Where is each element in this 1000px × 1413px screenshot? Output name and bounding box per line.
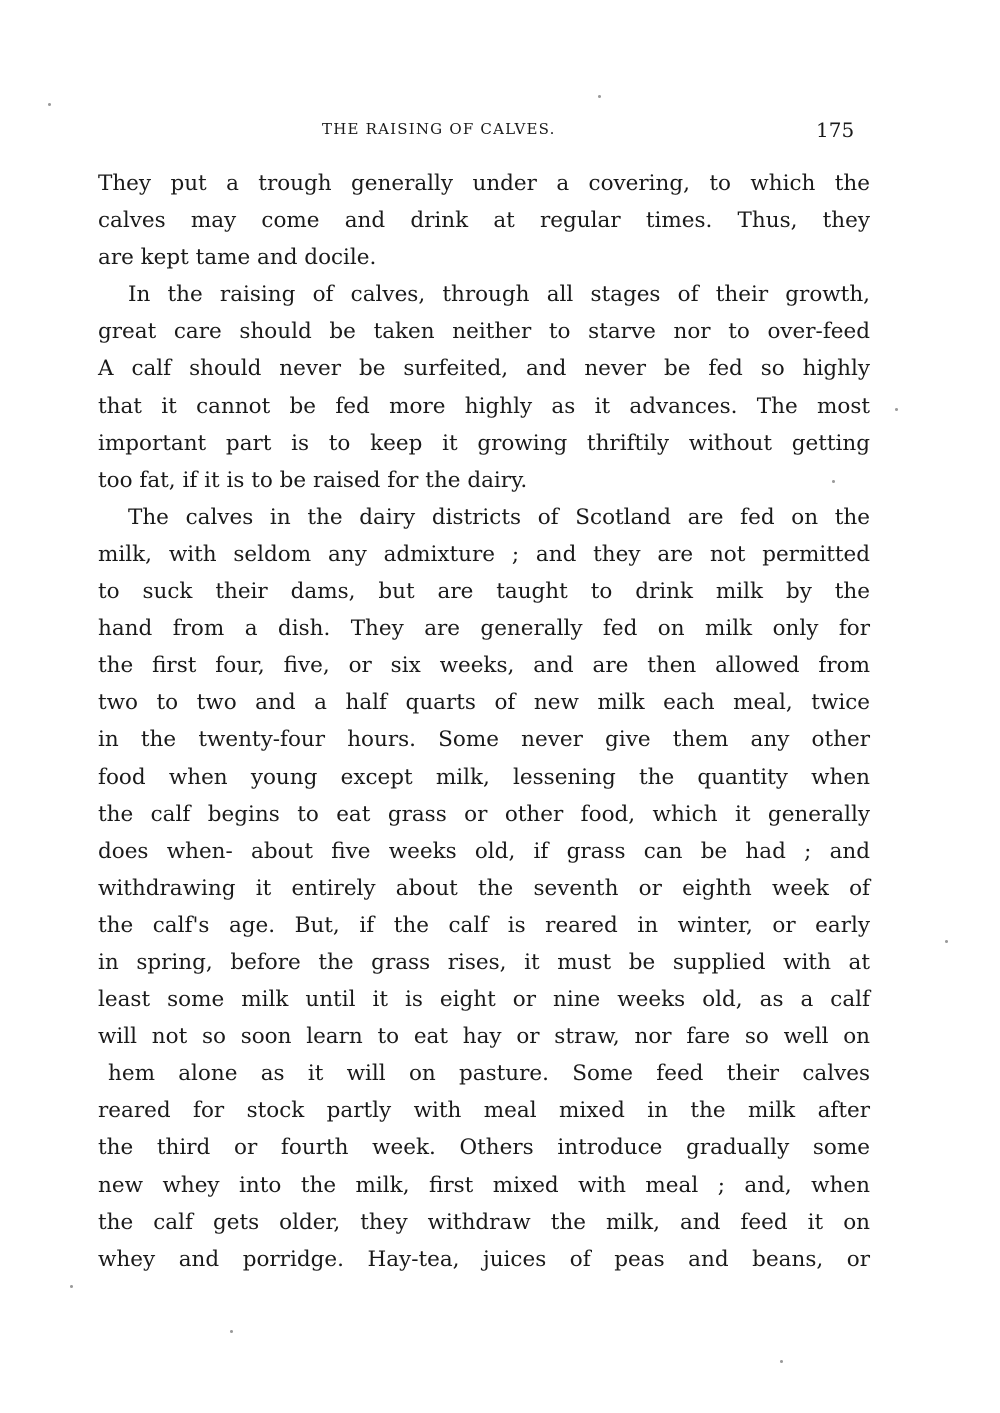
scan-speck xyxy=(832,480,835,483)
scan-speck xyxy=(48,103,51,106)
text-line: in the twenty-four hours. Some never give them any other xyxy=(98,727,870,753)
text-line: are kept tame and docile. xyxy=(98,245,377,271)
text-line: new whey into the milk, first mixed with meal ; and, when xyxy=(98,1172,870,1198)
text-line: that it cannot be fed more highly as it advances. The most xyxy=(98,393,870,419)
text-line: to suck their dams, but are taught to drink milk by the xyxy=(98,579,870,605)
text-line: hand from a dish. They are generally fed on milk only for xyxy=(98,616,870,642)
scan-speck xyxy=(780,1360,783,1363)
text-line: too fat, if it is to be raised for the dairy. xyxy=(98,467,528,493)
text-line: withdrawing it entirely about the seventh or eighth week of xyxy=(98,875,870,901)
text-line: the calf's age. But, if the calf is reared in winter, or early xyxy=(98,912,870,938)
running-header xyxy=(0,118,1000,146)
text-line: will not so soon learn to eat hay or straw, nor fare so well on xyxy=(98,1024,870,1050)
text-line: two to two and a half quarts of new milk each meal, twice xyxy=(98,690,870,716)
text-line: The calves in the dairy districts of Scotland are fed on the xyxy=(128,504,870,530)
text-line: calves may come and drink at regular times. Thus, they xyxy=(98,208,870,234)
text-line: the calf begins to eat grass or other food, which it generally xyxy=(98,801,870,827)
text-line: milk, with seldom any admixture ; and they are not permitted xyxy=(98,541,870,567)
text-line: They put a trough generally under a covering, to which the xyxy=(98,171,870,196)
running-title: THE RAISING OF CALVES. xyxy=(322,120,556,138)
text-line: A calf should never be surfeited, and never be fed so highly xyxy=(98,356,870,382)
scan-speck xyxy=(70,1285,73,1288)
body-text xyxy=(98,165,870,1278)
scan-speck xyxy=(895,408,898,411)
page-number: 175 xyxy=(816,118,855,142)
scan-speck xyxy=(598,95,601,98)
text-line: in spring, before the grass rises, it must be supplied with at xyxy=(98,949,870,975)
text-line: In the raising of calves, through all stages of their growth, xyxy=(128,282,870,308)
text-line: hem alone as it will on pasture. Some feed their calves xyxy=(108,1061,870,1087)
text-line: the third or fourth week. Others introduce gradually some xyxy=(98,1135,870,1161)
scan-speck xyxy=(945,940,948,943)
text-line: whey and porridge. Hay-tea, juices of peas and beans, or xyxy=(98,1246,870,1272)
text-line: food when young except milk, lessening the quantity when xyxy=(98,764,870,790)
text-line: reared for stock partly with meal mixed in the milk after xyxy=(98,1098,870,1124)
scan-speck xyxy=(230,1330,233,1333)
text-line: least some milk until it is eight or nine weeks old, as a calf xyxy=(98,987,870,1013)
text-line: the calf gets older, they withdraw the milk, and feed it on xyxy=(98,1209,870,1235)
text-line: important part is to keep it growing thriftily without getting xyxy=(98,430,870,456)
text-line: does when- about five weeks old, if grass can be had ; and xyxy=(98,838,870,864)
text-line: great care should be taken neither to starve nor to over-feed xyxy=(98,319,870,345)
text-line: the first four, five, or six weeks, and are then allowed from xyxy=(98,653,870,679)
